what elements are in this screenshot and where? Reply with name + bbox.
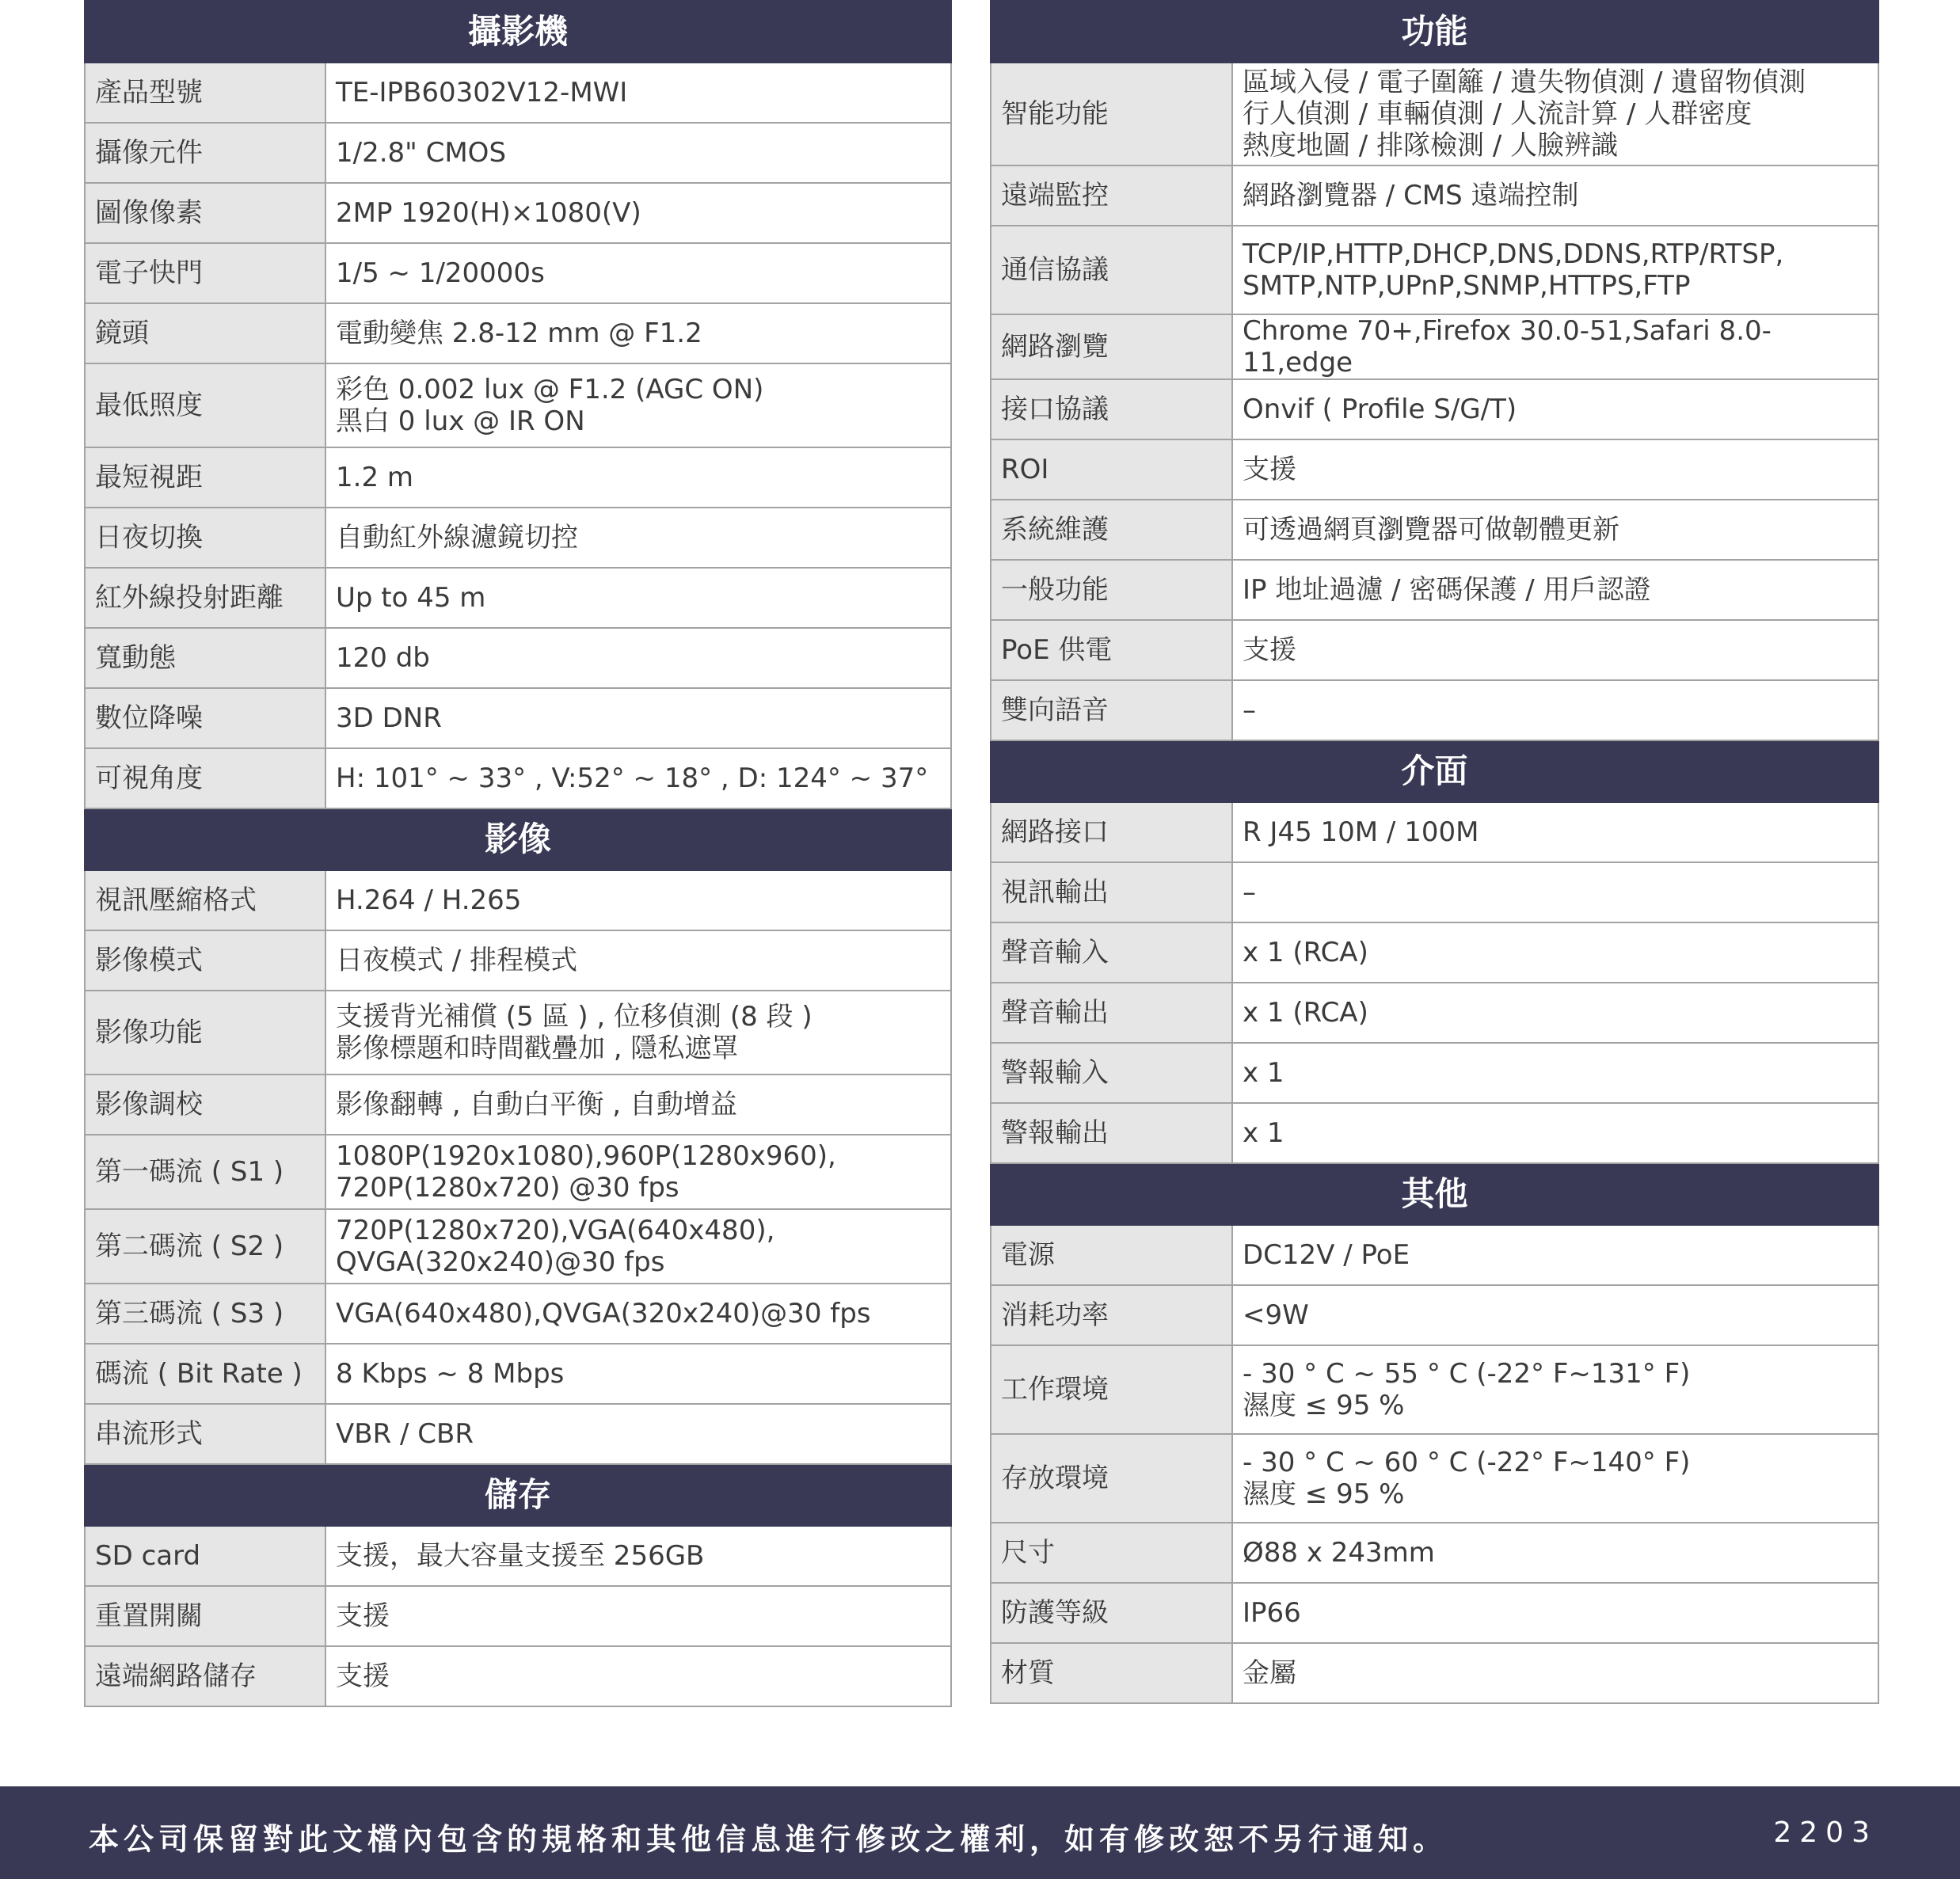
- spec-value-line: 區域入侵 / 電子圍籬 / 遺失物偵測 / 遺留物偵測: [1243, 67, 1806, 98]
- spec-value-line: 濕度 ≤ 95 %: [1243, 1478, 1405, 1510]
- spec-row: [991, 1523, 1878, 1583]
- spec-row: [85, 183, 951, 243]
- spec-value-line: 支援，最大容量支援至 256GB: [336, 1540, 705, 1572]
- spec-value: [325, 1135, 951, 1209]
- spec-row: [85, 568, 951, 628]
- spec-value-line: SMTP,NTP,UPnP,SNMP,HTTPS,FTP: [1243, 270, 1691, 302]
- spec-value: [325, 568, 951, 628]
- spec-value: [325, 303, 951, 363]
- spec-row: [991, 1583, 1878, 1643]
- spec-row: [991, 560, 1878, 620]
- image-section-header: [85, 808, 951, 870]
- spec-row: [85, 1075, 951, 1135]
- spec-value-line: 支援: [336, 1600, 390, 1632]
- footer-bar: [0, 1786, 1960, 1879]
- spec-label: 寬動態: [85, 628, 325, 688]
- spec-value-line: 電動變焦 2.8-12 mm @ F1.2: [336, 318, 702, 349]
- spec-label: 聲音輸出: [991, 983, 1232, 1043]
- spec-label: 工作環境: [991, 1345, 1232, 1434]
- spec-value-line: x 1 (RCA): [1243, 997, 1368, 1029]
- spec-row: [85, 688, 951, 748]
- spec-row: [85, 1526, 951, 1586]
- spec-value-line: Up to 45 m: [336, 582, 486, 614]
- spec-label: 影像調校: [85, 1075, 325, 1135]
- spec-label: 接口協議: [991, 379, 1232, 439]
- spec-value: [1232, 922, 1878, 983]
- spec-row: [991, 802, 1878, 862]
- spec-value-line: 3D DNR: [336, 702, 442, 734]
- camera-section-header: [85, 1, 951, 63]
- spec-value: [1232, 1345, 1878, 1434]
- spec-value: [1232, 560, 1878, 620]
- spec-value-line: 影像標題和時間戳疊加 , 隱私遮罩: [336, 1033, 739, 1064]
- spec-row: [85, 1646, 951, 1706]
- spec-row: [85, 123, 951, 183]
- footer-disclaimer: 本公司保留對此文檔內包含的規格和其他信息進行修改之權利，如有修改恕不另行通知。: [89, 1822, 1448, 1857]
- spec-value: [325, 123, 951, 183]
- right-spec-column: [990, 0, 1879, 1704]
- spec-label: 鏡頭: [85, 303, 325, 363]
- spec-value-line: 1/5 ~ 1/20000s: [336, 257, 545, 289]
- left-spec-table: [84, 0, 952, 1707]
- spec-row: [85, 303, 951, 363]
- spec-value: [325, 688, 951, 748]
- spec-label: ROI: [991, 439, 1232, 500]
- spec-value-line: IP66: [1243, 1597, 1301, 1629]
- spec-value-line: 網路瀏覽器 / CMS 遠端控制: [1243, 180, 1579, 211]
- spec-value: [325, 1404, 951, 1464]
- spec-label: 通信協議: [991, 226, 1232, 314]
- spec-value-line: - 30 ° C ~ 60 ° C (-22° F~140° F): [1243, 1447, 1691, 1478]
- spec-row: [991, 226, 1878, 314]
- spec-label: 產品型號: [85, 63, 325, 123]
- spec-value-line: x 1: [1243, 1117, 1284, 1149]
- spec-row: [85, 243, 951, 303]
- spec-row: [991, 1043, 1878, 1103]
- interface-section-title: 介面: [991, 740, 1878, 802]
- spec-row: [991, 165, 1878, 226]
- spec-value: [325, 1344, 951, 1404]
- spec-value: [1232, 1583, 1878, 1643]
- spec-label: 聲音輸入: [991, 922, 1232, 983]
- spec-value: [325, 1646, 951, 1706]
- spec-value-line: 影像翻轉 , 自動白平衡 , 自動增益: [336, 1089, 737, 1120]
- spec-label: 攝像元件: [85, 123, 325, 183]
- spec-label: 智能功能: [991, 63, 1232, 165]
- spec-value: [1232, 314, 1878, 379]
- spec-value: [325, 1209, 951, 1284]
- spec-label: 第二碼流 ( S2 ): [85, 1209, 325, 1284]
- spec-value-line: 支援: [1243, 634, 1296, 666]
- spec-value-line: VGA(640x480),QVGA(320x240)@30 fps: [336, 1298, 871, 1329]
- spec-value: [1232, 1434, 1878, 1523]
- spec-value-line: 日夜模式 / 排程模式: [336, 945, 578, 976]
- spec-label: 網路接口: [991, 802, 1232, 862]
- storage-section-header: [85, 1464, 951, 1526]
- spec-value-line: 支援: [1243, 454, 1296, 485]
- spec-value-line: DC12V / PoE: [1243, 1239, 1410, 1271]
- spec-label: 重置開關: [85, 1586, 325, 1646]
- spec-label: 視訊壓縮格式: [85, 870, 325, 930]
- interface-section-header: [991, 740, 1878, 802]
- spec-row: [85, 748, 951, 808]
- spec-label: 防護等級: [991, 1583, 1232, 1643]
- spec-label: 視訊輸出: [991, 862, 1232, 922]
- spec-label: 圖像像素: [85, 183, 325, 243]
- spec-value-line: QVGA(320x240)@30 fps: [336, 1246, 665, 1278]
- spec-value: [1232, 226, 1878, 314]
- spec-row: [85, 63, 951, 123]
- spec-value: [325, 63, 951, 123]
- spec-value: [325, 363, 951, 447]
- spec-value: [325, 183, 951, 243]
- spec-label: PoE 供電: [991, 620, 1232, 680]
- spec-value: [1232, 983, 1878, 1043]
- spec-value: [1232, 1103, 1878, 1163]
- spec-row: [991, 500, 1878, 560]
- spec-value: [325, 1284, 951, 1344]
- spec-value-line: 1.2 m: [336, 462, 413, 493]
- spec-value-line: H.264 / H.265: [336, 884, 522, 916]
- spec-value: [1232, 802, 1878, 862]
- spec-row: [991, 922, 1878, 983]
- spec-value-line: 彩色 0.002 lux @ F1.2 (AGC ON): [336, 374, 764, 405]
- spec-label: 電源: [991, 1225, 1232, 1285]
- spec-row: [991, 1225, 1878, 1285]
- spec-value: [1232, 1225, 1878, 1285]
- spec-value: [325, 991, 951, 1075]
- spec-row: [991, 439, 1878, 500]
- spec-label: 遠端監控: [991, 165, 1232, 226]
- spec-value: [325, 243, 951, 303]
- spec-value: [325, 1526, 951, 1586]
- spec-value-line: 濕度 ≤ 95 %: [1243, 1390, 1405, 1421]
- spec-value: [1232, 620, 1878, 680]
- spec-value-line: Onvif ( Profile S/G/T): [1243, 394, 1517, 425]
- spec-row: [991, 63, 1878, 165]
- spec-label: 數位降噪: [85, 688, 325, 748]
- spec-value-line: 2MP 1920(H)×1080(V): [336, 197, 641, 229]
- spec-label: 最短視距: [85, 447, 325, 508]
- spec-value-line: 720P(1280x720),VGA(640x480),: [336, 1215, 775, 1246]
- spec-row: [85, 1135, 951, 1209]
- spec-value: [1232, 63, 1878, 165]
- spec-row: [85, 870, 951, 930]
- spec-label: 第一碼流 ( S1 ): [85, 1135, 325, 1209]
- spec-value-line: <9W: [1243, 1299, 1309, 1331]
- spec-label: 警報輸出: [991, 1103, 1232, 1163]
- spec-value: [325, 930, 951, 991]
- spec-value: [1232, 862, 1878, 922]
- spec-row: [991, 983, 1878, 1043]
- spec-row: [85, 508, 951, 568]
- spec-value: [325, 1586, 951, 1646]
- spec-row: [85, 447, 951, 508]
- spec-value-line: 120 db: [336, 642, 430, 674]
- spec-label: 消耗功率: [991, 1285, 1232, 1345]
- spec-label: 網路瀏覽: [991, 314, 1232, 379]
- spec-value: [1232, 500, 1878, 560]
- spec-value-line: –: [1243, 877, 1256, 908]
- spec-value: [1232, 1523, 1878, 1583]
- other-section-title: 其他: [991, 1163, 1878, 1225]
- spec-row: [85, 363, 951, 447]
- spec-value-line: x 1: [1243, 1057, 1284, 1089]
- spec-value-line: H: 101° ~ 33° , V:52° ~ 18° , D: 124° ~ 37°: [336, 763, 929, 794]
- spec-value-line: 支援: [336, 1660, 390, 1692]
- spec-value-line: TCP/IP,HTTP,DHCP,DNS,DDNS,RTP/RTSP,: [1243, 238, 1784, 270]
- spec-value: [1232, 1285, 1878, 1345]
- spec-label: 串流形式: [85, 1404, 325, 1464]
- image-section-title: 影像: [85, 808, 951, 870]
- spec-label: 影像功能: [85, 991, 325, 1075]
- spec-value-line: 行人偵測 / 車輛偵測 / 人流計算 / 人群密度: [1243, 98, 1753, 130]
- spec-value-line: Chrome 70+,Firefox 30.0-51,Safari 8.0-11,edge: [1243, 315, 1772, 378]
- spec-value: [1232, 680, 1878, 740]
- spec-value: [1232, 165, 1878, 226]
- spec-label: 遠端網路儲存: [85, 1646, 325, 1706]
- right-spec-table: [990, 0, 1879, 1704]
- left-spec-column: [84, 0, 952, 1707]
- spec-row: [991, 620, 1878, 680]
- spec-value: [325, 508, 951, 568]
- spec-value: [325, 628, 951, 688]
- spec-row: [991, 1434, 1878, 1523]
- storage-section-title: 儲存: [85, 1464, 951, 1526]
- spec-value-line: - 30 ° C ~ 55 ° C (-22° F~131° F): [1243, 1358, 1691, 1390]
- spec-label: 紅外線投射距離: [85, 568, 325, 628]
- spec-value-line: 可透過網頁瀏覽器可做韌體更新: [1243, 514, 1619, 546]
- spec-row: [85, 1344, 951, 1404]
- spec-label: 存放環境: [991, 1434, 1232, 1523]
- spec-value-line: 黑白 0 lux @ IR ON: [336, 405, 585, 437]
- spec-label: 電子快門: [85, 243, 325, 303]
- spec-value-line: x 1 (RCA): [1243, 937, 1368, 968]
- spec-row: [991, 1103, 1878, 1163]
- function-section-title: 功能: [991, 1, 1878, 63]
- spec-row: [991, 1345, 1878, 1434]
- spec-label: 尺寸: [991, 1523, 1232, 1583]
- camera-section-title: 攝影機: [85, 1, 951, 63]
- spec-label: 一般功能: [991, 560, 1232, 620]
- spec-row: [991, 1285, 1878, 1345]
- spec-row: [85, 991, 951, 1075]
- spec-label: 影像模式: [85, 930, 325, 991]
- spec-value-line: 1080P(1920x1080),960P(1280x960),: [336, 1140, 836, 1172]
- spec-value: [1232, 1043, 1878, 1103]
- spec-value-line: VBR / CBR: [336, 1418, 474, 1450]
- spec-value: [325, 748, 951, 808]
- spec-row: [991, 862, 1878, 922]
- spec-label: 警報輸入: [991, 1043, 1232, 1103]
- spec-value-line: 720P(1280x720) @30 fps: [336, 1172, 679, 1204]
- function-section-header: [991, 1, 1878, 63]
- footer-doc-code: 2203: [1773, 1816, 1878, 1849]
- spec-row: [991, 1643, 1878, 1703]
- spec-value: [325, 870, 951, 930]
- spec-row: [85, 1586, 951, 1646]
- spec-label: 最低照度: [85, 363, 325, 447]
- spec-label: 碼流 ( Bit Rate ): [85, 1344, 325, 1404]
- spec-value: [1232, 379, 1878, 439]
- spec-label: 第三碼流 ( S3 ): [85, 1284, 325, 1344]
- spec-label: SD card: [85, 1526, 325, 1586]
- spec-row: [85, 1404, 951, 1464]
- spec-value-line: Ø88 x 243mm: [1243, 1537, 1435, 1569]
- spec-value-line: 熱度地圖 / 排隊檢測 / 人臉辨識: [1243, 130, 1619, 162]
- spec-label: 可視角度: [85, 748, 325, 808]
- spec-value-line: R J45 10M / 100M: [1243, 816, 1479, 848]
- spec-value: [325, 1075, 951, 1135]
- spec-row: [85, 628, 951, 688]
- spec-row: [991, 379, 1878, 439]
- spec-label: 材質: [991, 1643, 1232, 1703]
- spec-value-line: 金屬: [1243, 1657, 1296, 1689]
- spec-row: [991, 314, 1878, 379]
- spec-value-line: 自動紅外線濾鏡切控: [336, 522, 578, 553]
- spec-value-line: –: [1243, 694, 1256, 726]
- spec-label: 日夜切換: [85, 508, 325, 568]
- spec-value: [1232, 1643, 1878, 1703]
- spec-label: 系統維護: [991, 500, 1232, 560]
- spec-value-line: 支援背光補償 (5 區 ) , 位移偵測 (8 段 ): [336, 1001, 813, 1033]
- other-section-header: [991, 1163, 1878, 1225]
- spec-value: [325, 447, 951, 508]
- spec-row: [991, 680, 1878, 740]
- spec-label: 雙向語音: [991, 680, 1232, 740]
- spec-row: [85, 930, 951, 991]
- spec-value-line: 8 Kbps ~ 8 Mbps: [336, 1358, 565, 1390]
- spec-value-line: 1/2.8" CMOS: [336, 137, 507, 169]
- spec-value: [1232, 439, 1878, 500]
- spec-row: [85, 1209, 951, 1284]
- spec-value-line: IP 地址過濾 / 密碼保護 / 用戶認證: [1243, 574, 1651, 606]
- spec-value-line: TE-IPB60302V12-MWI: [336, 77, 628, 108]
- spec-row: [85, 1284, 951, 1344]
